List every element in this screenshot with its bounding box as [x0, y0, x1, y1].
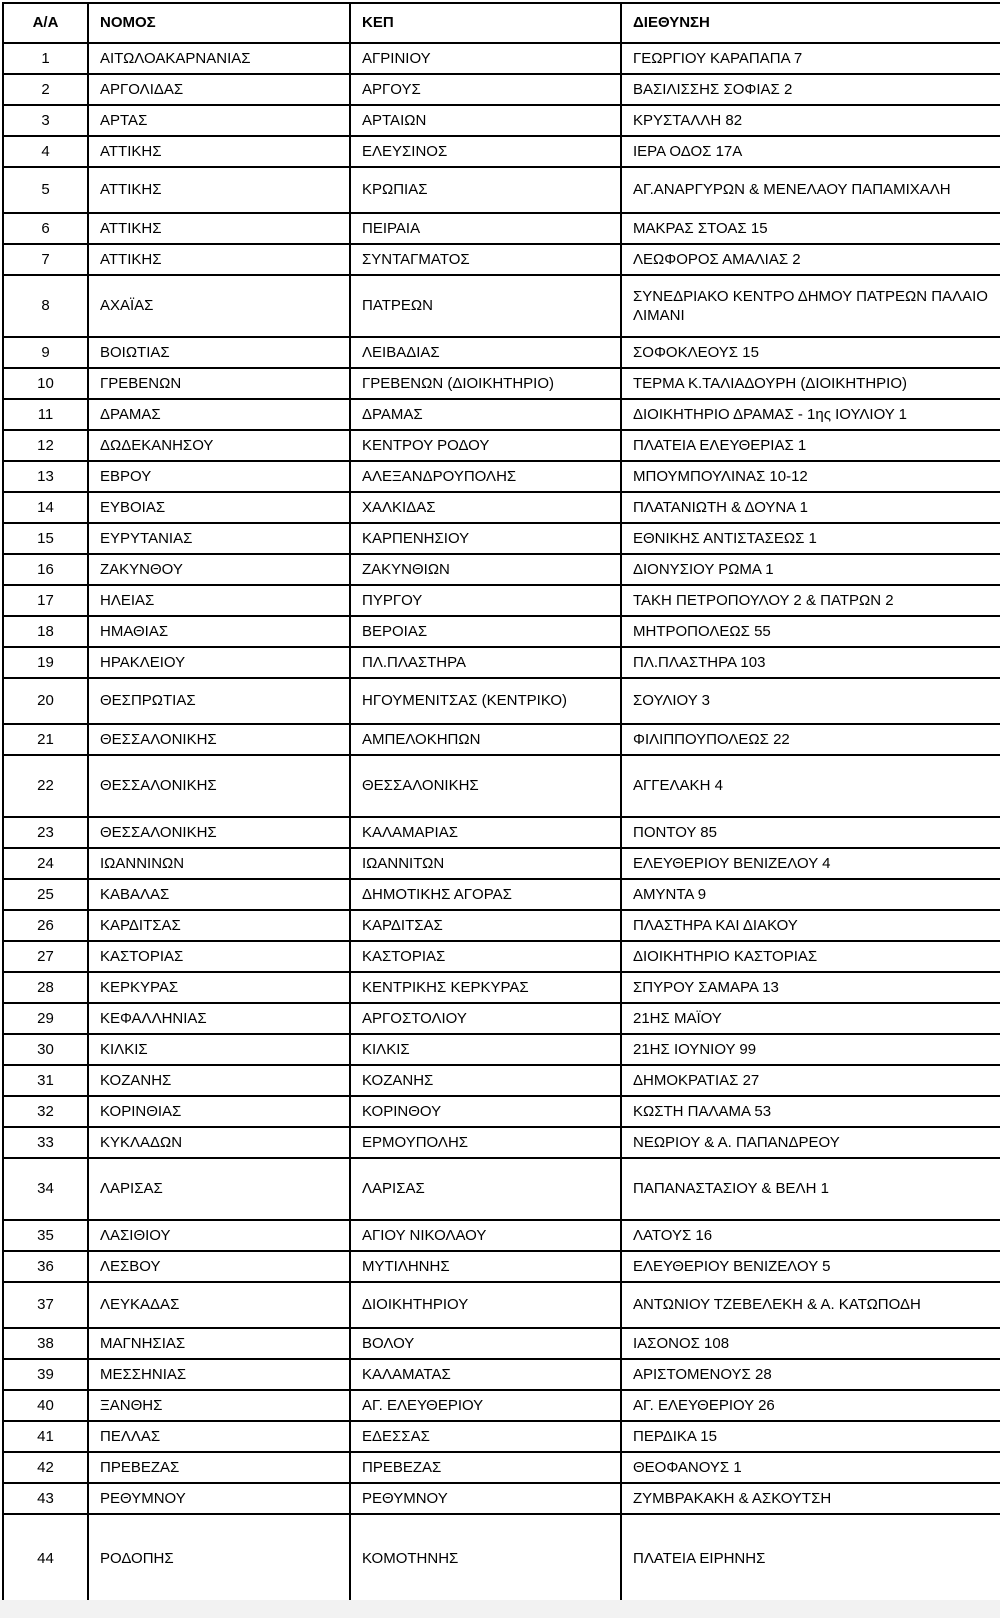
- table-row: [3, 616, 1000, 647]
- cell-aa: 5: [3, 167, 88, 213]
- cell-address: ΙΑΣΟΝΟΣ 108: [621, 1328, 1000, 1359]
- cell-kep: ΚΙΛΚΙΣ: [350, 1034, 621, 1065]
- cell-aa: 35: [3, 1220, 88, 1251]
- cell-kep: ΚΑΡΔΙΤΣΑΣ: [350, 910, 621, 941]
- table-row: [3, 399, 1000, 430]
- cell-kep: ΖΑΚΥΝΘΙΩΝ: [350, 554, 621, 585]
- cell-nomos: ΑΤΤΙΚΗΣ: [88, 244, 350, 275]
- cell-nomos: ΚΙΛΚΙΣ: [88, 1034, 350, 1065]
- cell-address: ΠΑΠΑΝΑΣΤΑΣΙΟΥ & ΒΕΛΗ 1: [621, 1158, 1000, 1220]
- header-cell-nomos: ΝΟΜΟΣ: [88, 3, 350, 43]
- cell-nomos: ΚΑΡΔΙΤΣΑΣ: [88, 910, 350, 941]
- cell-kep: ΡΕΘΥΜΝΟΥ: [350, 1483, 621, 1514]
- cell-address: ΛΑΤΟΥΣ 16: [621, 1220, 1000, 1251]
- cell-aa: 44: [3, 1514, 88, 1600]
- cell-nomos: ΑΤΤΙΚΗΣ: [88, 136, 350, 167]
- table-row: [3, 554, 1000, 585]
- table-row: [3, 879, 1000, 910]
- cell-aa: 41: [3, 1421, 88, 1452]
- table-row: [3, 275, 1000, 337]
- cell-aa: 9: [3, 337, 88, 368]
- cell-address: ΑΝΤΩΝΙΟΥ ΤΖΕΒΕΛΕΚΗ & Α. ΚΑΤΩΠΟΔΗ: [621, 1282, 1000, 1328]
- cell-kep: ΑΓΙΟΥ ΝΙΚΟΛΑΟΥ: [350, 1220, 621, 1251]
- cell-nomos: ΜΑΓΝΗΣΙΑΣ: [88, 1328, 350, 1359]
- cell-nomos: ΛΑΡΙΣΑΣ: [88, 1158, 350, 1220]
- cell-kep: ΚΟΜΟΤΗΝΗΣ: [350, 1514, 621, 1600]
- cell-address: ΑΜΥΝΤΑ 9: [621, 879, 1000, 910]
- cell-aa: 22: [3, 755, 88, 817]
- cell-nomos: ΠΕΛΛΑΣ: [88, 1421, 350, 1452]
- table-row: [3, 492, 1000, 523]
- cell-kep: ΚΑΣΤΟΡΙΑΣ: [350, 941, 621, 972]
- cell-address: ΦΙΛΙΠΠΟΥΠΟΛΕΩΣ 22: [621, 724, 1000, 755]
- header-cell-aa: Α/Α: [3, 3, 88, 43]
- cell-nomos: ΚΟΡΙΝΘΙΑΣ: [88, 1096, 350, 1127]
- cell-aa: 32: [3, 1096, 88, 1127]
- cell-nomos: ΑΡΤΑΣ: [88, 105, 350, 136]
- cell-aa: 11: [3, 399, 88, 430]
- table-row: [3, 972, 1000, 1003]
- cell-address: 21ΗΣ ΜΑΪΟΥ: [621, 1003, 1000, 1034]
- cell-address: ΒΑΣΙΛΙΣΣΗΣ ΣΟΦΙΑΣ 2: [621, 74, 1000, 105]
- header-cell-kep: ΚΕΠ: [350, 3, 621, 43]
- cell-aa: 21: [3, 724, 88, 755]
- table-row: [3, 1483, 1000, 1514]
- cell-address: 21ΗΣ ΙΟΥΝΙΟΥ 99: [621, 1034, 1000, 1065]
- table-row: [3, 74, 1000, 105]
- cell-kep: ΕΛΕΥΣΙΝΟΣ: [350, 136, 621, 167]
- cell-aa: 17: [3, 585, 88, 616]
- table-row: [3, 1282, 1000, 1328]
- cell-address: ΠΛΑΤΕΙΑ ΕΛΕΥΘΕΡΙΑΣ 1: [621, 430, 1000, 461]
- cell-aa: 40: [3, 1390, 88, 1421]
- cell-kep: ΛΕΙΒΑΔΙΑΣ: [350, 337, 621, 368]
- table-row: [3, 105, 1000, 136]
- cell-address: ΠΛΑΤΑΝΙΩΤΗ & ΔΟΥΝΑ 1: [621, 492, 1000, 523]
- cell-kep: ΠΑΤΡΕΩΝ: [350, 275, 621, 337]
- cell-kep: ΚΑΡΠΕΝΗΣΙΟΥ: [350, 523, 621, 554]
- cell-nomos: ΠΡΕΒΕΖΑΣ: [88, 1452, 350, 1483]
- cell-aa: 3: [3, 105, 88, 136]
- cell-kep: ΓΡΕΒΕΝΩΝ (ΔΙΟΙΚΗΤΗΡΙΟ): [350, 368, 621, 399]
- table-row: [3, 136, 1000, 167]
- table-row: [3, 1359, 1000, 1390]
- table-row: [3, 755, 1000, 817]
- cell-kep: ΠΕΙΡΑΙΑ: [350, 213, 621, 244]
- cell-address: ΣΥΝΕΔΡΙΑΚΟ ΚΕΝΤΡΟ ΔΗΜΟΥ ΠΑΤΡΕΩΝ ΠΑΛΑΙΟ ΛΙΜΑΝΙ: [621, 275, 1000, 337]
- cell-address: ΕΘΝΙΚΗΣ ΑΝΤΙΣΤΑΣΕΩΣ 1: [621, 523, 1000, 554]
- table-row: [3, 1390, 1000, 1421]
- cell-aa: 23: [3, 817, 88, 848]
- cell-address: ΔΙΟΙΚΗΤΗΡΙΟ ΔΡΑΜΑΣ - 1ης ΙΟΥΛΙΟΥ 1: [621, 399, 1000, 430]
- cell-kep: ΔΡΑΜΑΣ: [350, 399, 621, 430]
- cell-address: ΚΡΥΣΤΑΛΛΗ 82: [621, 105, 1000, 136]
- table-row: [3, 817, 1000, 848]
- cell-kep: ΑΡΓΟΣΤΟΛΙΟΥ: [350, 1003, 621, 1034]
- cell-address: ΣΟΦΟΚΛΕΟΥΣ 15: [621, 337, 1000, 368]
- cell-aa: 7: [3, 244, 88, 275]
- cell-nomos: ΒΟΙΩΤΙΑΣ: [88, 337, 350, 368]
- cell-kep: ΚΟΡΙΝΘΟΥ: [350, 1096, 621, 1127]
- cell-address: ΠΛΑΤΕΙΑ ΕΙΡΗΝΗΣ: [621, 1514, 1000, 1600]
- cell-aa: 29: [3, 1003, 88, 1034]
- cell-nomos: ΛΑΣΙΘΙΟΥ: [88, 1220, 350, 1251]
- cell-aa: 8: [3, 275, 88, 337]
- cell-kep: ΜΥΤΙΛΗΝΗΣ: [350, 1251, 621, 1282]
- cell-nomos: ΛΕΥΚΑΔΑΣ: [88, 1282, 350, 1328]
- table-row: [3, 1421, 1000, 1452]
- cell-nomos: ΚΥΚΛΑΔΩΝ: [88, 1127, 350, 1158]
- cell-address: ΔΗΜΟΚΡΑΤΙΑΣ 27: [621, 1065, 1000, 1096]
- cell-aa: 14: [3, 492, 88, 523]
- cell-nomos: ΚΕΦΑΛΛΗΝΙΑΣ: [88, 1003, 350, 1034]
- cell-nomos: ΡΕΘΥΜΝΟΥ: [88, 1483, 350, 1514]
- cell-nomos: ΗΛΕΙΑΣ: [88, 585, 350, 616]
- cell-address: ΠΟΝΤΟΥ 85: [621, 817, 1000, 848]
- cell-nomos: ΓΡΕΒΕΝΩΝ: [88, 368, 350, 399]
- table-row: [3, 523, 1000, 554]
- cell-aa: 1: [3, 43, 88, 74]
- cell-kep: ΣΥΝΤΑΓΜΑΤΟΣ: [350, 244, 621, 275]
- cell-aa: 27: [3, 941, 88, 972]
- cell-kep: ΑΡΤΑΙΩΝ: [350, 105, 621, 136]
- cell-aa: 36: [3, 1251, 88, 1282]
- cell-address: ΑΓΓΕΛΑΚΗ 4: [621, 755, 1000, 817]
- table-row: [3, 1452, 1000, 1483]
- cell-kep: ΚΕΝΤΡΙΚΗΣ ΚΕΡΚΥΡΑΣ: [350, 972, 621, 1003]
- cell-nomos: ΘΕΣΠΡΩΤΙΑΣ: [88, 678, 350, 724]
- cell-nomos: ΜΕΣΣΗΝΙΑΣ: [88, 1359, 350, 1390]
- cell-kep: ΠΥΡΓΟΥ: [350, 585, 621, 616]
- cell-kep: ΚΕΝΤΡΟΥ ΡΟΔΟΥ: [350, 430, 621, 461]
- table-row: [3, 941, 1000, 972]
- cell-aa: 16: [3, 554, 88, 585]
- table-row: [3, 337, 1000, 368]
- table-row: [3, 461, 1000, 492]
- cell-nomos: ΚΟΖΑΝΗΣ: [88, 1065, 350, 1096]
- cell-kep: ΚΟΖΑΝΗΣ: [350, 1065, 621, 1096]
- cell-aa: 33: [3, 1127, 88, 1158]
- table-row: [3, 213, 1000, 244]
- cell-address: ΘΕΟΦΑΝΟΥΣ 1: [621, 1452, 1000, 1483]
- cell-nomos: ΙΩΑΝΝΙΝΩΝ: [88, 848, 350, 879]
- cell-nomos: ΗΜΑΘΙΑΣ: [88, 616, 350, 647]
- cell-kep: ΙΩΑΝΝΙΤΩΝ: [350, 848, 621, 879]
- table-row: [3, 678, 1000, 724]
- cell-kep: ΠΡΕΒΕΖΑΣ: [350, 1452, 621, 1483]
- table-row: [3, 1065, 1000, 1096]
- cell-kep: ΑΓ. ΕΛΕΥΘΕΡΙΟΥ: [350, 1390, 621, 1421]
- cell-address: ΚΩΣΤΗ ΠΑΛΑΜΑ 53: [621, 1096, 1000, 1127]
- cell-aa: 28: [3, 972, 88, 1003]
- cell-aa: 34: [3, 1158, 88, 1220]
- cell-address: ΤΑΚΗ ΠΕΤΡΟΠΟΥΛΟΥ 2 & ΠΑΤΡΩΝ 2: [621, 585, 1000, 616]
- table-row: [3, 1158, 1000, 1220]
- cell-kep: ΕΔΕΣΣΑΣ: [350, 1421, 621, 1452]
- cell-aa: 10: [3, 368, 88, 399]
- header-row: [3, 3, 1000, 43]
- cell-nomos: ΕΥΒΟΙΑΣ: [88, 492, 350, 523]
- cell-address: ΠΛΑΣΤΗΡΑ ΚΑΙ ΔΙΑΚΟΥ: [621, 910, 1000, 941]
- cell-address: ΑΡΙΣΤΟΜΕΝΟΥΣ 28: [621, 1359, 1000, 1390]
- cell-kep: ΑΜΠΕΛΟΚΗΠΩΝ: [350, 724, 621, 755]
- cell-address: ΣΟΥΛΙΟΥ 3: [621, 678, 1000, 724]
- cell-nomos: ΘΕΣΣΑΛΟΝΙΚΗΣ: [88, 724, 350, 755]
- cell-aa: 25: [3, 879, 88, 910]
- cell-nomos: ΚΕΡΚΥΡΑΣ: [88, 972, 350, 1003]
- cell-aa: 26: [3, 910, 88, 941]
- cell-kep: ΑΓΡΙΝΙΟΥ: [350, 43, 621, 74]
- cell-address: ΔΙΟΝΥΣΙΟΥ ΡΩΜΑ 1: [621, 554, 1000, 585]
- cell-kep: ΔΗΜΟΤΙΚΗΣ ΑΓΟΡΑΣ: [350, 879, 621, 910]
- table-row: [3, 724, 1000, 755]
- cell-nomos: ΘΕΣΣΑΛΟΝΙΚΗΣ: [88, 755, 350, 817]
- cell-nomos: ΕΒΡΟΥ: [88, 461, 350, 492]
- table-row: [3, 430, 1000, 461]
- cell-aa: 20: [3, 678, 88, 724]
- cell-aa: 30: [3, 1034, 88, 1065]
- cell-kep: ΕΡΜΟΥΠΟΛΗΣ: [350, 1127, 621, 1158]
- cell-address: ΙΕΡΑ ΟΔΟΣ 17Α: [621, 136, 1000, 167]
- cell-nomos: ΗΡΑΚΛΕΙΟΥ: [88, 647, 350, 678]
- cell-kep: ΠΛ.ΠΛΑΣΤΗΡΑ: [350, 647, 621, 678]
- cell-aa: 2: [3, 74, 88, 105]
- table-row: [3, 1127, 1000, 1158]
- table-row: [3, 1096, 1000, 1127]
- cell-address: ΔΙΟΙΚΗΤΗΡΙΟ ΚΑΣΤΟΡΙΑΣ: [621, 941, 1000, 972]
- cell-nomos: ΑΡΓΟΛΙΔΑΣ: [88, 74, 350, 105]
- cell-kep: ΚΡΩΠΙΑΣ: [350, 167, 621, 213]
- cell-nomos: ΑΤΤΙΚΗΣ: [88, 213, 350, 244]
- cell-nomos: ΑΤΤΙΚΗΣ: [88, 167, 350, 213]
- cell-nomos: ΡΟΔΟΠΗΣ: [88, 1514, 350, 1600]
- cell-address: ΤΕΡΜΑ Κ.ΤΑΛΙΑΔΟΥΡΗ (ΔΙΟΙΚΗΤΗΡΙΟ): [621, 368, 1000, 399]
- cell-kep: ΔΙΟΙΚΗΤΗΡΙΟΥ: [350, 1282, 621, 1328]
- cell-address: ΠΕΡΔΙΚΑ 15: [621, 1421, 1000, 1452]
- cell-aa: 42: [3, 1452, 88, 1483]
- table-row: [3, 368, 1000, 399]
- cell-nomos: ΔΡΑΜΑΣ: [88, 399, 350, 430]
- cell-nomos: ΛΕΣΒΟΥ: [88, 1251, 350, 1282]
- cell-aa: 37: [3, 1282, 88, 1328]
- cell-address: ΜΗΤΡΟΠΟΛΕΩΣ 55: [621, 616, 1000, 647]
- cell-address: ΝΕΩΡΙΟΥ & Α. ΠΑΠΑΝΔΡΕΟΥ: [621, 1127, 1000, 1158]
- cell-address: ΠΛ.ΠΛΑΣΤΗΡΑ 103: [621, 647, 1000, 678]
- cell-kep: ΑΡΓΟΥΣ: [350, 74, 621, 105]
- cell-aa: 4: [3, 136, 88, 167]
- table-row: [3, 244, 1000, 275]
- cell-aa: 38: [3, 1328, 88, 1359]
- kep-table: [2, 2, 1000, 1600]
- cell-kep: ΒΟΛΟΥ: [350, 1328, 621, 1359]
- cell-aa: 6: [3, 213, 88, 244]
- cell-address: ΜΠΟΥΜΠΟΥΛΙΝΑΣ 10-12: [621, 461, 1000, 492]
- cell-aa: 43: [3, 1483, 88, 1514]
- cell-address: ΕΛΕΥΘΕΡΙΟΥ ΒΕΝΙΖΕΛΟΥ 4: [621, 848, 1000, 879]
- cell-address: ΓΕΩΡΓΙΟΥ ΚΑΡΑΠΑΠΑ 7: [621, 43, 1000, 74]
- cell-address: ΑΓ.ΑΝΑΡΓΥΡΩΝ & ΜΕΝΕΛΑΟΥ ΠΑΠΑΜΙΧΑΛΗ: [621, 167, 1000, 213]
- cell-nomos: ΕΥΡΥΤΑΝΙΑΣ: [88, 523, 350, 554]
- cell-kep: ΛΑΡΙΣΑΣ: [350, 1158, 621, 1220]
- bottom-strip: [0, 1600, 1000, 1618]
- cell-kep: ΚΑΛΑΜΑΤΑΣ: [350, 1359, 621, 1390]
- cell-kep: ΑΛΕΞΑΝΔΡΟΥΠΟΛΗΣ: [350, 461, 621, 492]
- cell-nomos: ΔΩΔΕΚΑΝΗΣΟΥ: [88, 430, 350, 461]
- cell-kep: ΒΕΡΟΙΑΣ: [350, 616, 621, 647]
- cell-nomos: ΚΑΒΑΛΑΣ: [88, 879, 350, 910]
- table-row: [3, 848, 1000, 879]
- cell-address: ΜΑΚΡΑΣ ΣΤΟΑΣ 15: [621, 213, 1000, 244]
- cell-address: ΖΥΜΒΡΑΚΑΚΗ & ΑΣΚΟΥΤΣΗ: [621, 1483, 1000, 1514]
- cell-aa: 19: [3, 647, 88, 678]
- cell-address: ΑΓ. ΕΛΕΥΘΕΡΙΟΥ 26: [621, 1390, 1000, 1421]
- table-row: [3, 1251, 1000, 1282]
- cell-kep: ΚΑΛΑΜΑΡΙΑΣ: [350, 817, 621, 848]
- cell-nomos: ΘΕΣΣΑΛΟΝΙΚΗΣ: [88, 817, 350, 848]
- cell-nomos: ΖΑΚΥΝΘΟΥ: [88, 554, 350, 585]
- table-row: [3, 1034, 1000, 1065]
- table-header: [3, 3, 1000, 43]
- cell-kep: ΘΕΣΣΑΛΟΝΙΚΗΣ: [350, 755, 621, 817]
- cell-nomos: ΚΑΣΤΟΡΙΑΣ: [88, 941, 350, 972]
- table-row: [3, 1514, 1000, 1600]
- cell-aa: 18: [3, 616, 88, 647]
- cell-kep: ΧΑΛΚΙΔΑΣ: [350, 492, 621, 523]
- table-row: [3, 1220, 1000, 1251]
- cell-nomos: ΑΙΤΩΛΟΑΚΑΡΝΑΝΙΑΣ: [88, 43, 350, 74]
- cell-kep: ΗΓΟΥΜΕΝΙΤΣΑΣ (ΚΕΝΤΡΙΚΟ): [350, 678, 621, 724]
- cell-aa: 13: [3, 461, 88, 492]
- cell-aa: 15: [3, 523, 88, 554]
- table-body: [3, 43, 1000, 1600]
- cell-aa: 31: [3, 1065, 88, 1096]
- table-row: [3, 43, 1000, 74]
- header-cell-address: ΔΙΕΘΥΝΣΗ: [621, 3, 1000, 43]
- table-row: [3, 167, 1000, 213]
- table-row: [3, 585, 1000, 616]
- cell-address: ΛΕΩΦΟΡΟΣ ΑΜΑΛΙΑΣ 2: [621, 244, 1000, 275]
- table-row: [3, 1328, 1000, 1359]
- cell-nomos: ΞΑΝΘΗΣ: [88, 1390, 350, 1421]
- cell-aa: 24: [3, 848, 88, 879]
- cell-aa: 12: [3, 430, 88, 461]
- cell-address: ΣΠΥΡΟΥ ΣΑΜΑΡΑ 13: [621, 972, 1000, 1003]
- table-row: [3, 647, 1000, 678]
- cell-address: ΕΛΕΥΘΕΡΙΟΥ ΒΕΝΙΖΕΛΟΥ 5: [621, 1251, 1000, 1282]
- table-row: [3, 1003, 1000, 1034]
- cell-aa: 39: [3, 1359, 88, 1390]
- cell-nomos: ΑΧΑΪΑΣ: [88, 275, 350, 337]
- table-row: [3, 910, 1000, 941]
